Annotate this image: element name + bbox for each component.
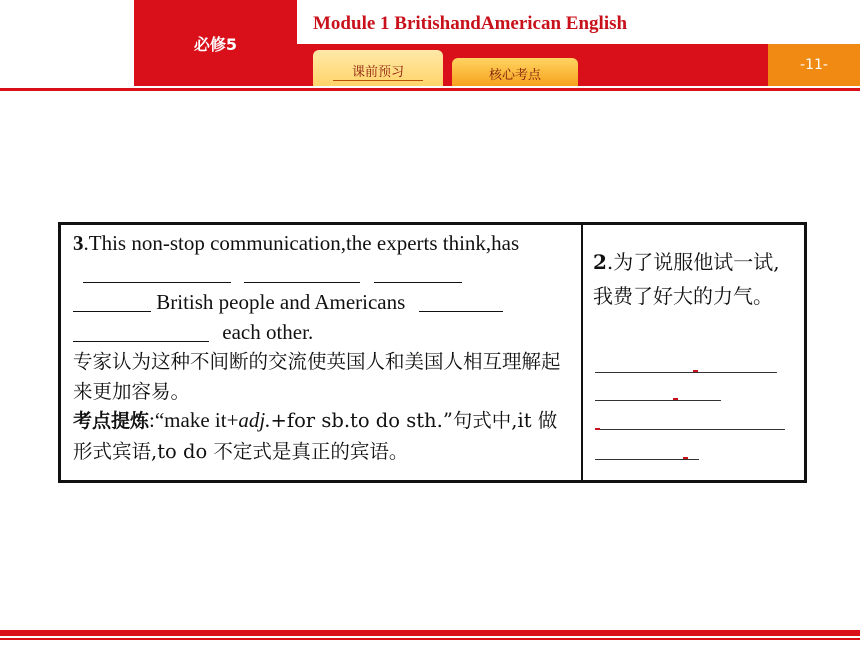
answer-line-4[interactable] — [595, 459, 699, 460]
item-2-number: 2 — [593, 250, 607, 274]
answer-line-3[interactable] — [595, 429, 785, 430]
point-label: 考点提炼 — [73, 410, 150, 432]
answer-mark — [673, 398, 678, 400]
answer-mark — [693, 370, 698, 372]
blank-3[interactable] — [374, 281, 462, 283]
blank-4[interactable] — [73, 310, 151, 312]
item-3-number: 3 — [73, 231, 84, 255]
answer-mark — [683, 457, 688, 459]
book-label-text: 必修5 — [193, 34, 238, 54]
item-3-translation: 专家认为这种不间断的交流使英国人和美国人相互理解起来更加容易。 — [73, 350, 561, 403]
footer-bar — [0, 630, 860, 636]
blank-5[interactable] — [419, 310, 503, 312]
tab-underline — [333, 80, 423, 81]
exercise-table — [58, 222, 807, 483]
item-2 — [593, 245, 793, 313]
header-divider — [0, 88, 860, 91]
item-3-part3: each other. — [222, 319, 314, 344]
item-3-sentence: 3.This non-stop communication,the experts think,has British people and Americans each other. — [73, 231, 520, 344]
item-2-text: .为了说服他试一试,我费了好大的力气。 — [593, 250, 780, 308]
column-divider — [581, 225, 583, 480]
tab-preview-label: 课前预习 — [351, 65, 404, 80]
item-3-part2: British people and Americans — [156, 290, 406, 314]
answer-line-2[interactable] — [595, 400, 721, 401]
footer-bar-thin — [0, 638, 860, 640]
book-label — [134, 0, 297, 86]
point-tip: 考点提炼:“make it+adj.+for sb.to do sth.”句式中,it 做形式宾语,to do 不定式是真正的宾语。 — [73, 408, 558, 463]
blank-2[interactable] — [244, 281, 360, 283]
blank-1[interactable] — [83, 281, 231, 283]
page-number: -11- — [768, 44, 860, 86]
answer-mark — [595, 428, 600, 430]
tab-preview[interactable] — [313, 50, 443, 86]
tab-core-points[interactable] — [452, 58, 578, 86]
answer-line-1[interactable] — [595, 372, 777, 373]
tab-core-points-label: 核心考点 — [488, 68, 541, 83]
item-3 — [73, 229, 573, 466]
blank-6[interactable] — [73, 340, 209, 342]
module-title: Module 1 BritishandAmerican English — [313, 13, 628, 34]
